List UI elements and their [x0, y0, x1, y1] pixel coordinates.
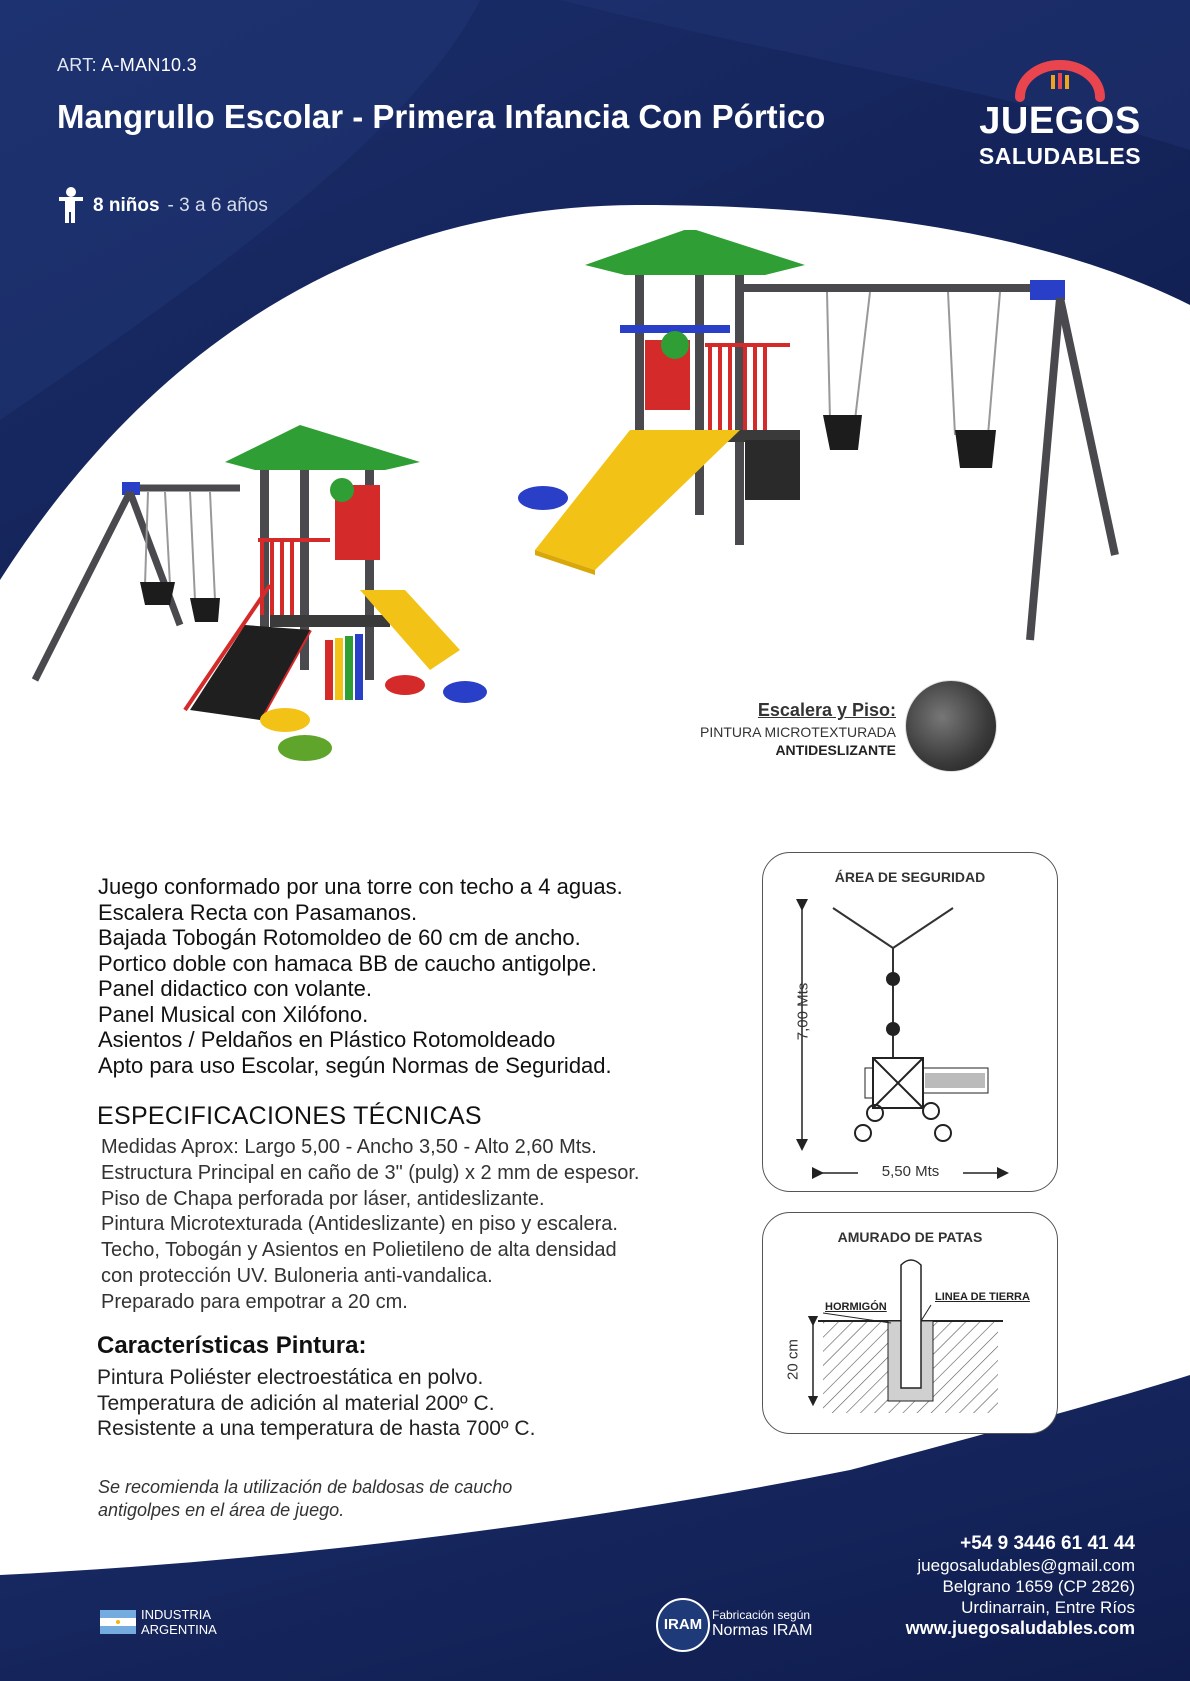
specs-list	[101, 1135, 639, 1316]
floor-feature-line1: PINTURA MICROTEXTURADA	[699, 724, 896, 740]
tower-left	[185, 425, 487, 761]
spec-line: Techo, Tobogán y Asientos en Polietileno de alta densidad	[101, 1239, 617, 1262]
child-icon	[57, 187, 85, 225]
description-line: Juego conformado por una torre con techo a 4 aguas.	[98, 874, 623, 899]
safety-width-label: 5,50 Mts	[881, 1163, 940, 1180]
anchoring-title: AMURADO DE PATAS	[837, 1229, 983, 1245]
iram-label	[712, 1608, 812, 1640]
contact-block	[906, 1533, 1135, 1639]
description-list	[98, 874, 623, 1078]
specs-heading: ESPECIFICACIONES TÉCNICAS	[97, 1102, 482, 1130]
description-line: Portico doble con hamaca BB de caucho antigolpe.	[98, 950, 597, 976]
argentina-flag-icon	[100, 1610, 136, 1634]
industria-line-2: ARGENTINA	[141, 1622, 217, 1637]
safety-area-title: ÁREA DE SEGURIDAD	[834, 869, 986, 885]
spec-line: Preparado para empotrar a 20 cm.	[101, 1290, 408, 1313]
industria-argentina-label	[141, 1607, 217, 1637]
contact-address-2: Urdinarrain, Entre Ríos	[961, 1598, 1135, 1617]
paint-line: Pintura Poliéster electroestática en polvo.	[97, 1366, 484, 1389]
industria-line-1: INDUSTRIA	[141, 1607, 212, 1622]
floor-feature-label	[640, 700, 896, 758]
floor-feature-line2: ANTIDESLIZANTE	[775, 742, 896, 758]
note-line: Se recomienda la utilización de baldosas de caucho	[98, 1477, 513, 1497]
spec-line: con protección UV. Buloneria anti-vandalica.	[101, 1264, 493, 1287]
concrete-label: HORMIGÓN	[825, 1301, 887, 1313]
contact-phone[interactable]: +54 9 3446 61 41 44	[960, 1533, 1135, 1554]
recommendation-note	[98, 1476, 512, 1522]
description-line: Escalera Recta con Pasamanos.	[98, 899, 418, 925]
playground-illustration	[30, 230, 1170, 850]
floor-texture-image	[905, 680, 997, 772]
ground-line-label: LINEA DE TIERRA	[935, 1291, 1030, 1303]
paint-list	[97, 1365, 535, 1442]
paint-line: Temperatura de adición al material 200º C.	[97, 1391, 495, 1415]
spec-line: Piso de Chapa perforada por láser, antideslizante.	[101, 1187, 545, 1210]
note-line: antigolpes en el área de juego.	[98, 1500, 345, 1520]
description-line: Apto para uso Escolar, según Normas de Seguridad.	[98, 1052, 612, 1078]
description-line: Asientos / Peldaños en Plástico Rotomoldeado	[98, 1027, 556, 1052]
paint-heading: Características Pintura:	[97, 1332, 367, 1359]
kids-capacity	[57, 186, 268, 226]
logo-word-juegos: JUEGOS	[979, 100, 1141, 142]
safety-height-label: 7,00 Mts	[794, 982, 812, 1041]
tower-right	[518, 230, 805, 575]
kids-age: - 3 a 6 años	[167, 195, 268, 216]
description-line: Panel didactico con volante.	[98, 976, 372, 1001]
description-line: Panel Musical con Xilófono.	[98, 1001, 369, 1027]
floor-feature-title: Escalera y Piso:	[757, 700, 896, 720]
paint-line: Resistente a una temperatura de hasta 700º C.	[97, 1417, 536, 1440]
anchoring-box	[762, 1212, 1058, 1434]
iram-logo-icon: IRAM	[656, 1598, 710, 1652]
iram-line-2: Normas IRAM	[712, 1622, 813, 1639]
description-line: Bajada Tobogán Rotomoldeo de 60 cm de ancho.	[98, 925, 581, 950]
contact-address-1: Belgrano 1659 (CP 2826)	[942, 1577, 1135, 1596]
spec-line: Estructura Principal en caño de 3" (pulg) x 2 mm de espesor.	[101, 1161, 640, 1184]
swing-frame-left	[35, 482, 240, 680]
contact-website[interactable]: www.juegosaludables.com	[905, 1618, 1135, 1638]
anchoring-diagram	[763, 1213, 1059, 1435]
depth-label: 20 cm	[784, 1339, 802, 1380]
page-title: Mangrullo Escolar - Primera Infancia Con Pórtico	[57, 98, 826, 135]
spec-line: Pintura Microtexturada (Antideslizante) en piso y escalera.	[101, 1213, 618, 1236]
safety-area-box	[762, 852, 1058, 1192]
logo-word-saludables: SALUDABLES	[978, 143, 1142, 169]
contact-email[interactable]: juegosaludables@gmail.com	[917, 1556, 1135, 1575]
iram-line-1: Fabricación según	[712, 1608, 811, 1622]
spec-line: Medidas Aprox: Largo 5,00 - Ancho 3,50 - Alto 2,60 Mts.	[101, 1136, 597, 1158]
kids-count: 8 niños	[93, 195, 160, 216]
article-code: ART: A-MAN10.3	[57, 55, 197, 75]
